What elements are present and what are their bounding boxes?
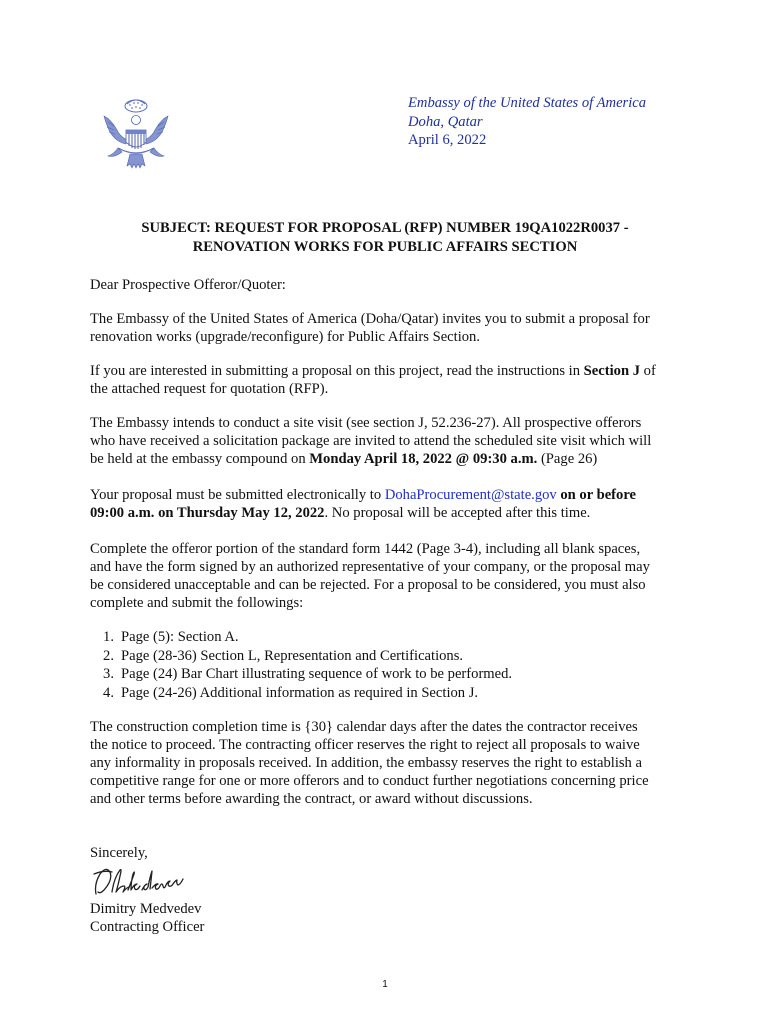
letter-date: April 6, 2022 — [408, 132, 487, 148]
page-number: 1 — [382, 979, 388, 990]
list-item — [90, 628, 690, 647]
paragraph-site-visit — [90, 414, 690, 468]
list-text: Page (24-26) Additional information as required in Section J. — [121, 684, 479, 701]
paragraph-line: the notice to proceed. The contracting officer reserves the right to reject all proposals to waive — [90, 737, 640, 753]
embassy-location: Doha, Qatar — [408, 113, 483, 130]
subject-line-1: SUBJECT: REQUEST FOR PROPOSAL (RFP) NUMBER 19QA1022R0037 - — [141, 220, 629, 236]
letterhead — [408, 94, 646, 150]
handwritten-signature — [90, 864, 200, 898]
paragraph-line: and have the form signed by an authorized representative of your company, or the proposal may — [90, 559, 650, 575]
paragraph-line: be considered unacceptable and can be rejected. For a proposal to be considered, you must also — [90, 577, 646, 593]
paragraph-line: The Embassy of the United States of America (Doha/Qatar) invites you to submit a proposal for — [90, 311, 650, 327]
list-number: 4. — [103, 684, 114, 701]
paragraph-line — [90, 504, 690, 522]
required-documents-list — [90, 628, 690, 702]
paragraph-line — [90, 486, 690, 504]
paragraph-line: competitive range for one or more offerors and to conduct further negotiations concerning price — [90, 773, 649, 789]
paragraph-line: who have received a solicitation package are invited to attend the scheduled site visit which will — [90, 433, 652, 449]
paragraph-line: the attached request for quotation (RFP). — [90, 381, 329, 397]
deadline-text: on or before — [556, 487, 637, 503]
text-run: . No proposal will be accepted after this time. — [324, 505, 591, 521]
paragraph-completion-terms — [90, 718, 690, 808]
paragraph-submission — [90, 486, 690, 522]
text-run: (Page 26) — [537, 451, 598, 467]
text-run: Your proposal must be submitted electronically to — [90, 487, 385, 503]
paragraph-instructions — [90, 362, 690, 398]
list-item — [90, 647, 690, 666]
text-run: If you are interested in submitting a proposal on this project, read the instructions in — [90, 363, 584, 379]
paragraph-line: renovation works (upgrade/reconfigure) for Public Affairs Section. — [90, 329, 480, 345]
deadline-date: 09:00 a.m. on Thursday May 12, 2022 — [90, 505, 325, 521]
signature-block — [90, 900, 690, 936]
list-text: Page (5): Section A. — [121, 629, 239, 645]
list-number: 3. — [103, 666, 114, 682]
email-link[interactable]: DohaProcurement@state.gov — [384, 487, 557, 503]
subject-heading — [90, 219, 680, 256]
embassy-seal-logo — [100, 96, 172, 174]
paragraph-line: complete and submit the followings: — [90, 595, 304, 611]
embassy-name: Embassy of the United States of America — [408, 95, 647, 111]
text-run: be held at the embassy compound on — [90, 451, 310, 467]
paragraph-line: Complete the offeror portion of the standard form 1442 (Page 3-4), including all blank spaces, — [90, 541, 641, 557]
list-item — [90, 665, 690, 684]
signer-name: Dimitry Medvedev — [90, 901, 202, 917]
list-number: 2. — [103, 647, 114, 664]
section-j-reference: Section J — [583, 363, 641, 379]
paragraph-line — [90, 362, 690, 380]
list-number: 1. — [103, 629, 114, 645]
paragraph-line — [90, 450, 690, 468]
paragraph-line: The construction completion time is {30} calendar days after the dates the contractor receives — [90, 719, 638, 735]
paragraph-form-instructions — [90, 540, 690, 612]
closing: Sincerely, — [90, 845, 148, 861]
list-text: Page (24) Bar Chart illustrating sequence of work to be performed. — [121, 666, 513, 682]
text-run: of — [640, 363, 656, 379]
subject-line-2: RENOVATION WORKS FOR PUBLIC AFFAIRS SECTION — [192, 238, 578, 255]
paragraph-line: and other terms before awarding the contract, or award without discussions. — [90, 791, 533, 807]
salutation: Dear Prospective Offeror/Quoter: — [90, 277, 286, 293]
paragraph-line: The Embassy intends to conduct a site visit (see section J, 52.236-27). All prospective offerors — [90, 415, 642, 431]
signer-title: Contracting Officer — [90, 919, 205, 935]
site-visit-date: Monday April 18, 2022 @ 09:30 a.m. — [309, 451, 538, 467]
list-text: Page (28-36) Section L, Representation and Certifications. — [121, 647, 464, 664]
paragraph-line: any informality in proposals received. In addition, the embassy reserves the right to establish a — [90, 755, 642, 771]
list-item — [90, 684, 690, 703]
paragraph-invitation — [90, 310, 690, 346]
